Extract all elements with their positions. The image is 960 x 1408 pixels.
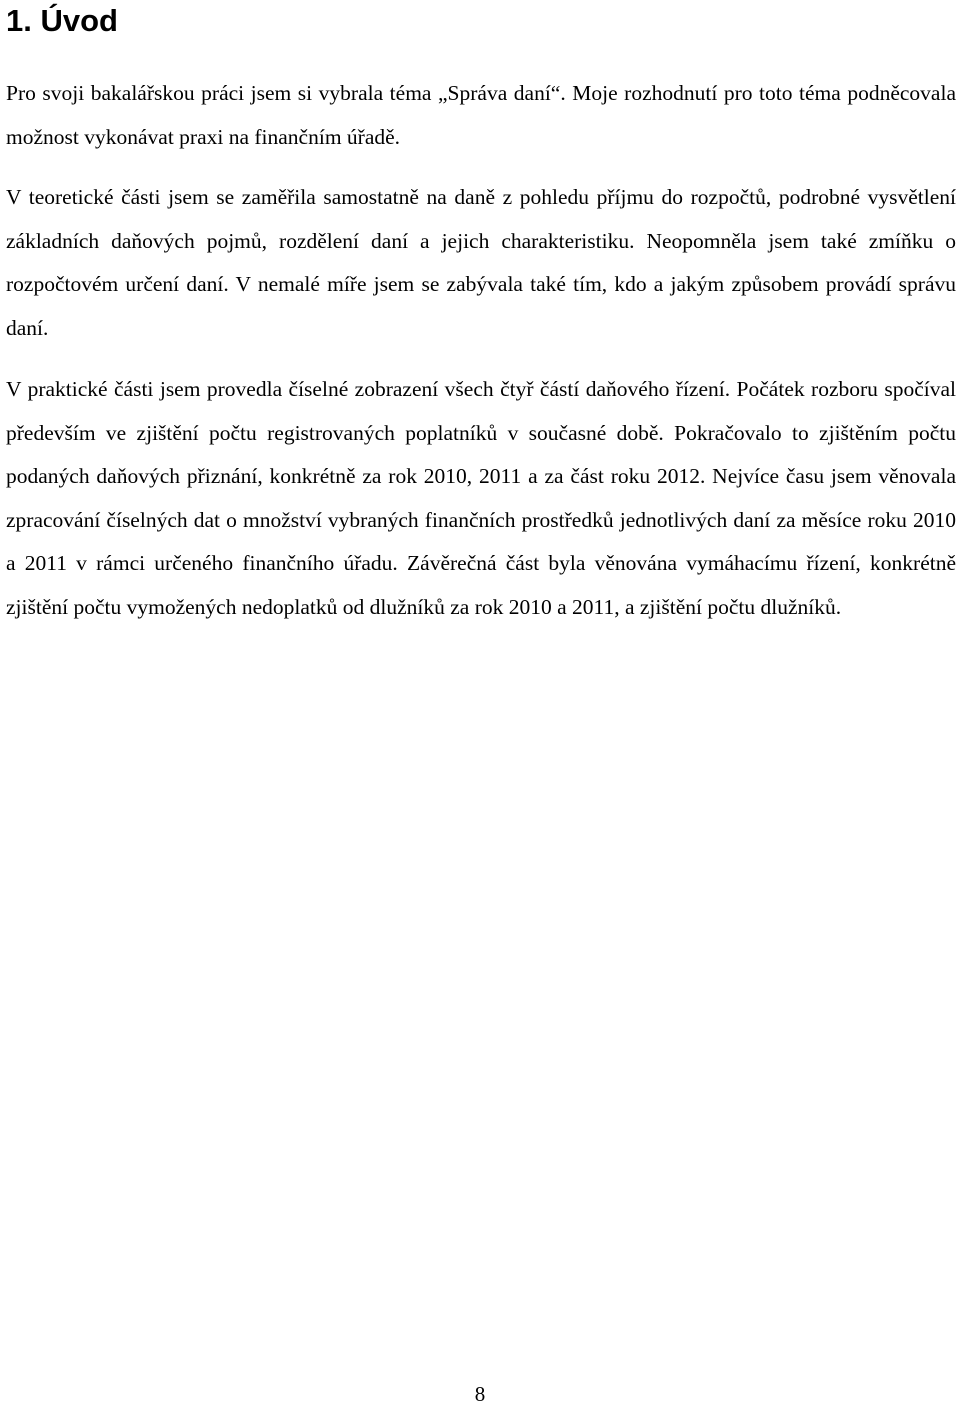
paragraph-practical-part: V praktické části jsem provedla číselné zobrazení všech čtyř částí daňového řízení. Počátek rozboru spočíval především ve zjištění počtu registrovaných poplatníků v současné době. Pokračovalo to zjištěním počtu podaných daňových přiznání, konkrétně za rok 2010, 2011 a za část roku 2012. Nejvíce času jsem věnovala zpracování číselných dat o množství vybraných finančních prostředků jednotlivých daní za měsíce roku 2010 a 2011 v rámci určeného finančního úřadu. Závěrečná část byla věnována vymáhacímu řízení, konkrétně zjištění počtu vymožených nedoplatků od dlužníků za rok 2010 a 2011, a zjištění počtu dlužníků. [6,377,956,619]
section-heading: 1. Úvod [6,3,118,38]
page-number: 8 [474,1382,486,1406]
paragraph-intro: Pro svoji bakalářskou práci jsem si vybrala téma „Správa daní“. Moje rozhodnutí pro toto téma podněcovala možnost vykonávat praxi na finančním úřadě. [6,81,956,149]
paragraph-theoretical-part: V teoretické části jsem se zaměřila samostatně na daně z pohledu příjmu do rozpočtů, podrobné vysvětlení základních daňových pojmů, rozdělení daní a jejich charakteristiku. Neopomněla jsem také zmíňku o rozpočtovém určení daní. V nemalé míře jsem se zabývala také tím, kdo a jakým způsobem provádí správu daní. [6,185,956,340]
